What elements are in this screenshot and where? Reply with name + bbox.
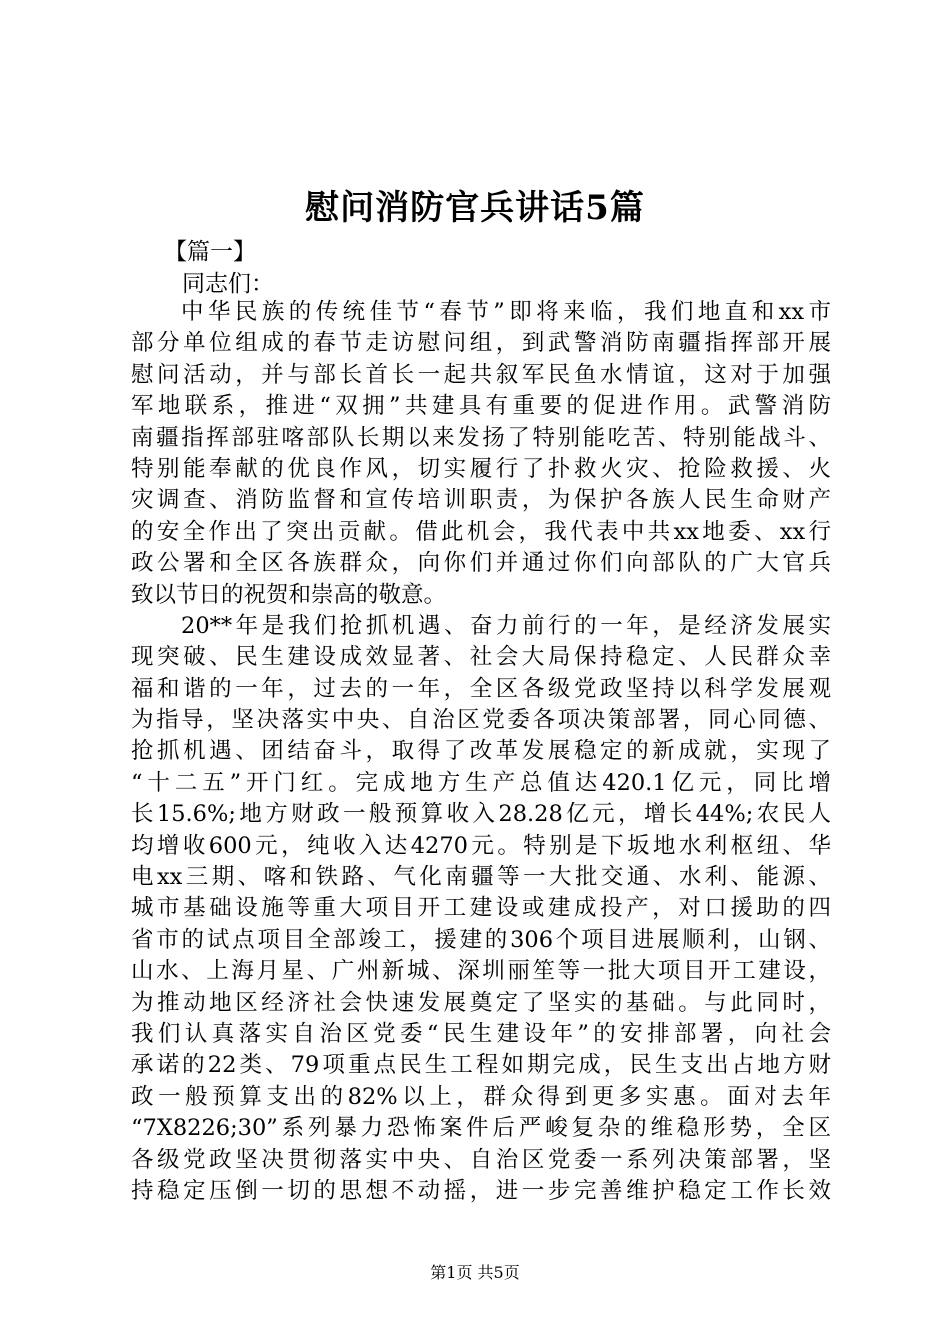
text-line: 山水、上海月星、广州新城、深圳丽笙等一批大项目开工建设， [131,958,831,985]
text-line: “十二五”开门红。完成地方生产总值达420.1亿元，同比增 [131,769,831,796]
text-line: 长15.6%;地方财政一般预算收入28.28亿元，增长44%;农民人 [131,801,831,828]
text-line: 为指导，坚决落实中央、自治区党委各项决策部署，同心同德、 [131,707,831,734]
text-line: 各级党政坚决贯彻落实中央、自治区党委一系列决策部署，坚 [131,1146,831,1173]
text-line: 20**年是我们抢抓机遇、奋力前行的一年，是经济发展实 [181,612,831,639]
text-line: 政公署和全区各族群众，向你们并通过你们向部队的广大官兵 [131,550,831,577]
text-line: 电xx三期、喀和铁路、气化南疆等一大批交通、水利、能源、 [131,864,831,891]
text-line: 南疆指挥部驻喀部队长期以来发扬了特别能吃苦、特别能战斗、 [131,424,831,451]
text-line: 城市基础设施等重大项目开工建设或建成投产，对口援助的四 [131,895,831,922]
document-title: 慰问消防官兵讲话5篇 [305,188,645,228]
text-line: 为推动地区经济社会快速发展奠定了坚实的基础。与此同时， [131,989,831,1016]
section-label: 【篇一】 [164,239,256,265]
text-line: 的安全作出了突出贡献。借此机会，我代表中共xx地委、xx行 [131,518,831,545]
text-line: 省市的试点项目全部竣工，援建的306个项目进展顺利，山钢、 [131,926,831,953]
text-line: 我们认真落实自治区党委“民生建设年”的安排部署，向社会 [131,1020,831,1047]
text-line: 致以节日的祝贺和崇高的敬意。 [131,581,447,608]
text-line: 灾调查、消防监督和宣传培训职责，为保护各族人民生命财产 [131,487,831,514]
text-line: 军地联系，推进“双拥”共建具有重要的促进作用。武警消防 [131,393,831,420]
body-text [131,297,831,1207]
text-line: 现突破、民生建设成效显著、社会大局保持稳定、人民群众幸 [131,644,831,671]
text-line: 慰问活动，并与部长首长一起共叙军民鱼水情谊，这对于加强 [131,361,831,388]
text-line: 福和谐的一年，过去的一年，全区各级党政坚持以科学发展观 [131,675,831,702]
text-line: 持稳定压倒一切的思想不动摇，进一步完善维护稳定工作长效 [131,1177,831,1204]
salutation: 同志们： [182,271,274,297]
text-line: 均增收600元，纯收入达4270元。特别是下坂地水利枢纽、华 [131,832,831,859]
page-footer: 第1页 共5页 [430,1263,520,1282]
text-line: 中华民族的传统佳节“春节”即将来临，我们地直和xx市 [181,299,831,325]
text-line: “7X8226;30”系列暴力恐怖案件后严峻复杂的维稳形势，全区 [131,1115,831,1142]
text-line: 部分单位组成的春节走访慰问组，到武警消防南疆指挥部开展 [131,330,831,357]
text-line: 承诺的22类、79项重点民生工程如期完成，民生支出占地方财 [131,1052,831,1079]
text-line: 抢抓机遇、团结奋斗，取得了改革发展稳定的新成就，实现了 [131,738,831,765]
text-line: 政一般预算支出的82%以上，群众得到更多实惠。面对去年 [131,1083,831,1110]
text-line: 特别能奉献的优良作风，切实履行了扑救火灾、抢险救援、火 [131,455,831,482]
